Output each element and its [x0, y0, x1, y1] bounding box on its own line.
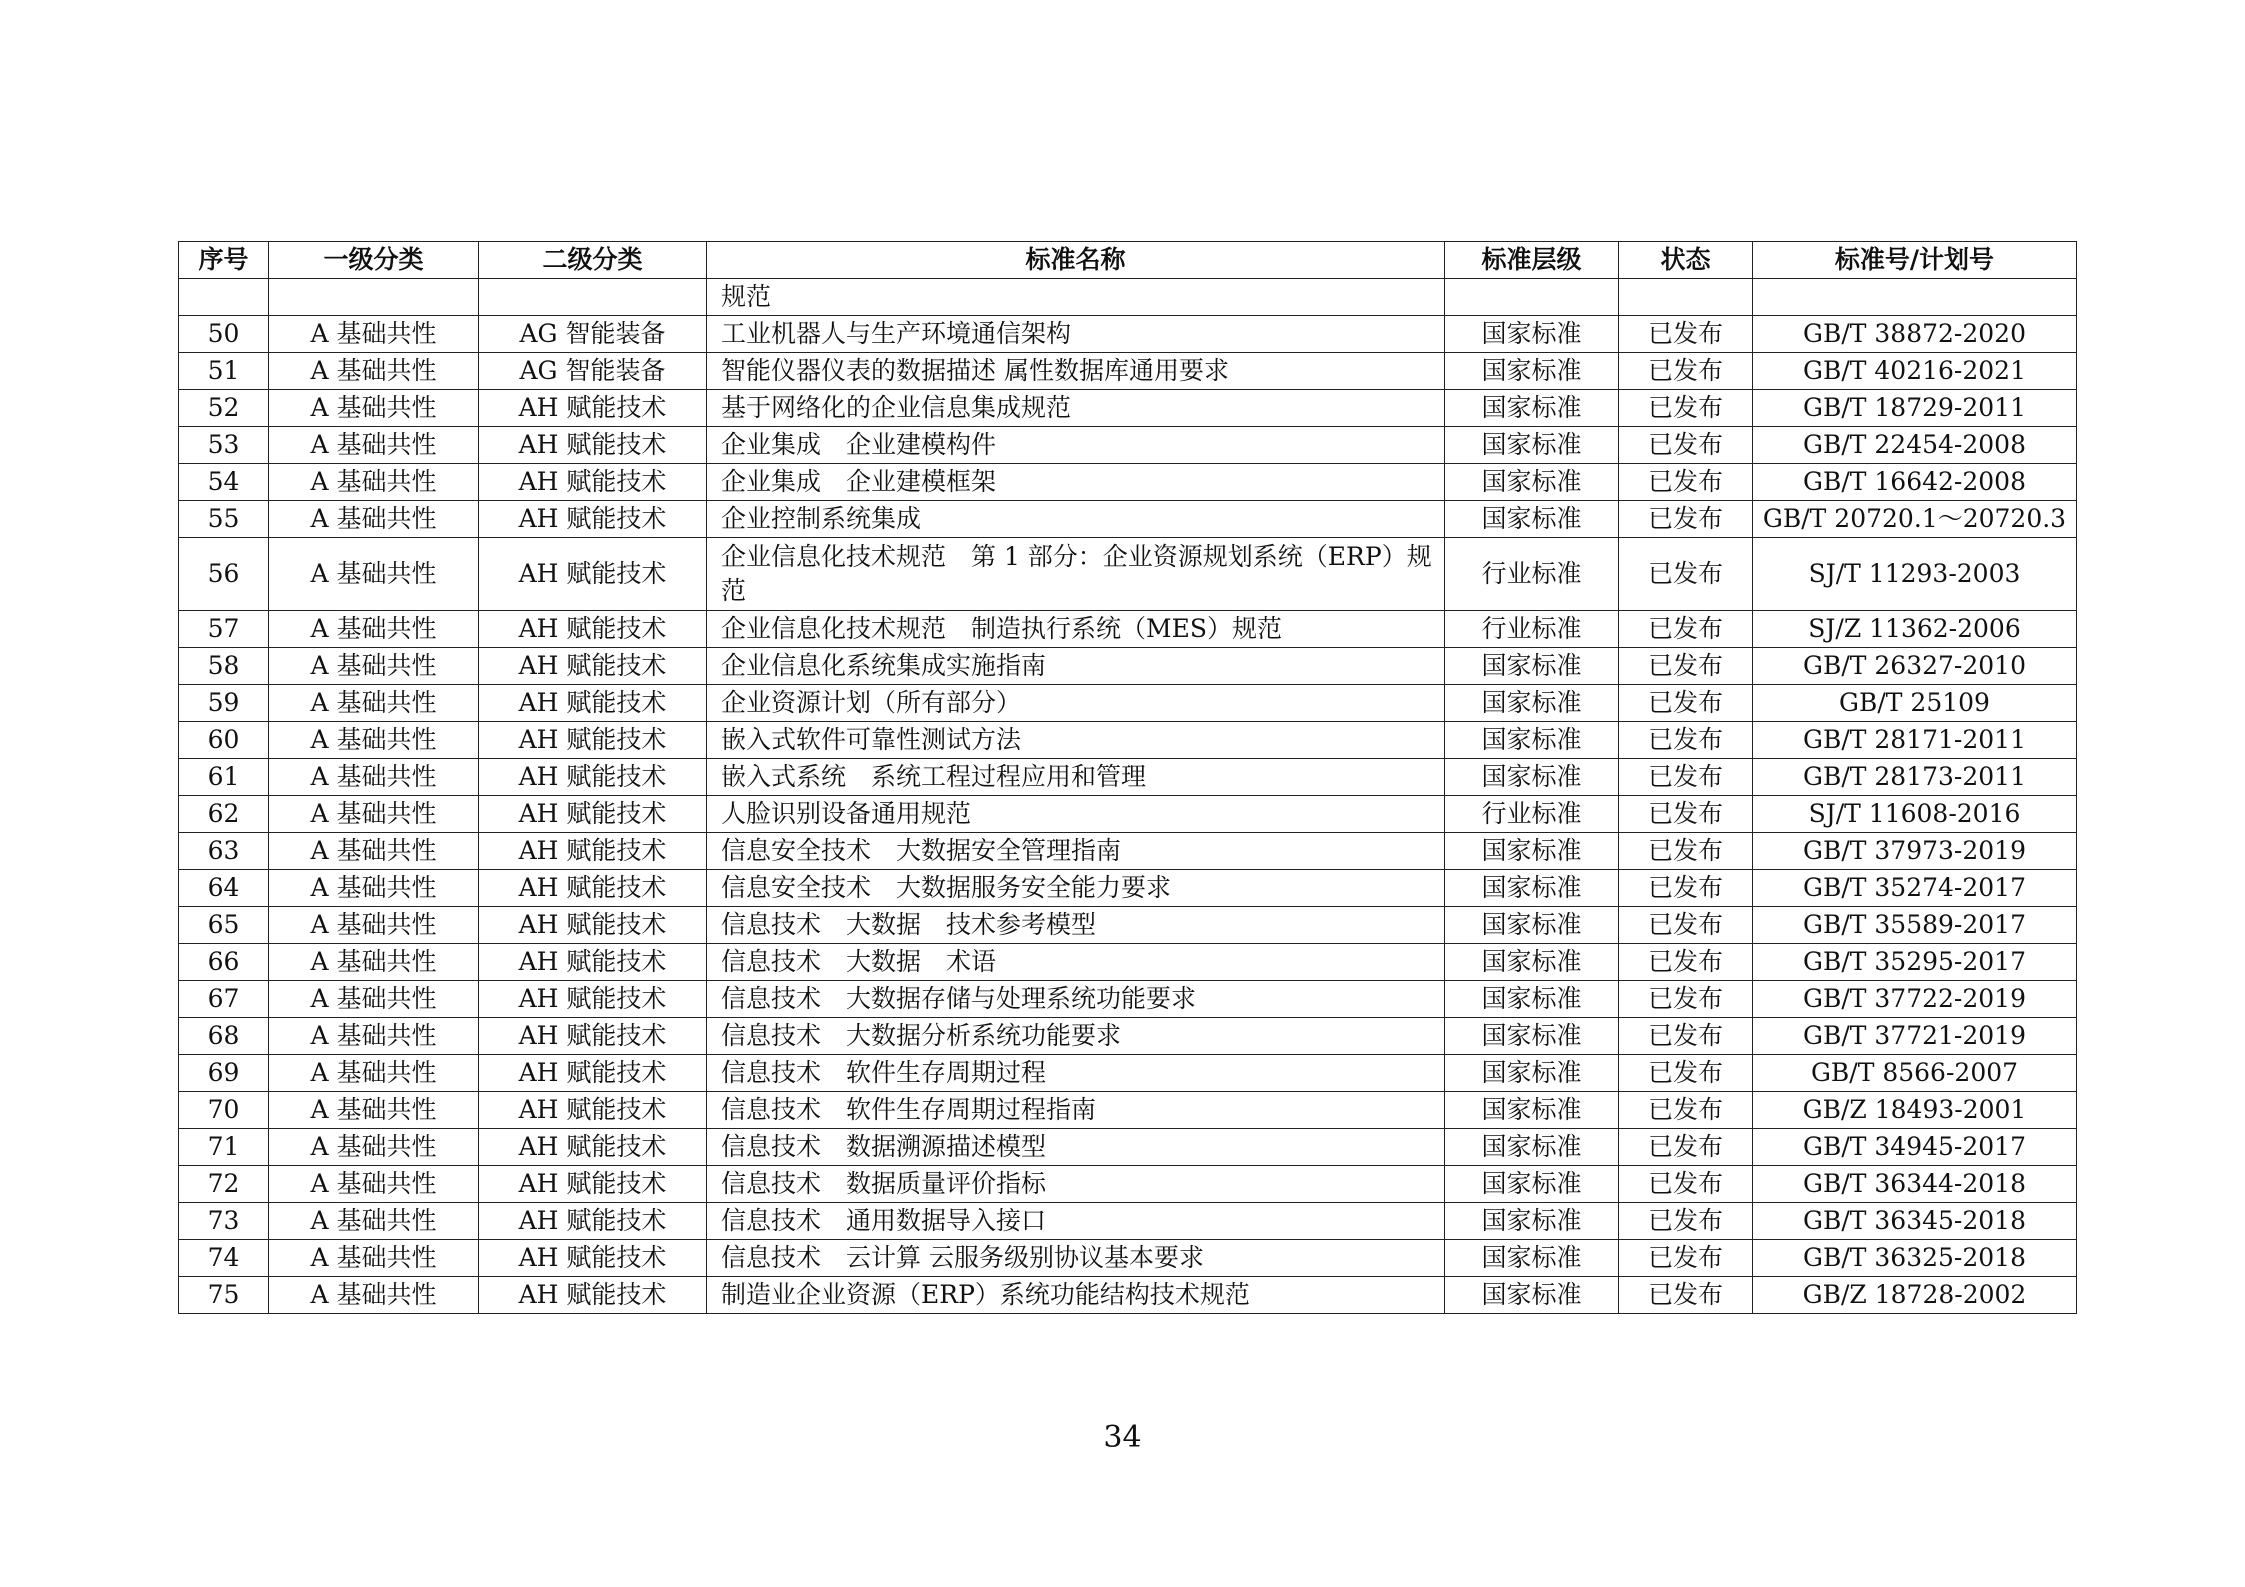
cell-code: SJ/T 11608-2016 — [1753, 796, 2077, 833]
cell-no: 65 — [179, 907, 269, 944]
cell-no — [179, 279, 269, 316]
cell-level: 行业标准 — [1445, 538, 1619, 611]
cell-level: 行业标准 — [1445, 611, 1619, 648]
cell-name: 制造业企业资源（ERP）系统功能结构技术规范 — [707, 1277, 1445, 1314]
cell-level: 国家标准 — [1445, 316, 1619, 353]
cell-level: 国家标准 — [1445, 648, 1619, 685]
table-row — [179, 796, 2077, 833]
cell-name: 企业控制系统集成 — [707, 501, 1445, 538]
cell-status: 已发布 — [1619, 353, 1753, 390]
cell-level: 国家标准 — [1445, 722, 1619, 759]
cell-status: 已发布 — [1619, 1092, 1753, 1129]
cell-cat1: A 基础共性 — [269, 464, 479, 501]
cell-status — [1619, 279, 1753, 316]
cell-no: 62 — [179, 796, 269, 833]
cell-cat2: AH 赋能技术 — [479, 833, 707, 870]
cell-cat1: A 基础共性 — [269, 1277, 479, 1314]
cell-no: 71 — [179, 1129, 269, 1166]
cell-cat1: A 基础共性 — [269, 833, 479, 870]
cell-level: 国家标准 — [1445, 427, 1619, 464]
cell-level: 国家标准 — [1445, 464, 1619, 501]
cell-status: 已发布 — [1619, 648, 1753, 685]
table-row — [179, 501, 2077, 538]
cell-no: 52 — [179, 390, 269, 427]
cell-no: 63 — [179, 833, 269, 870]
cell-cat2: AH 赋能技术 — [479, 538, 707, 611]
table-row — [179, 279, 2077, 316]
cell-status: 已发布 — [1619, 722, 1753, 759]
cell-cat1: A 基础共性 — [269, 1092, 479, 1129]
cell-code: GB/T 37722-2019 — [1753, 981, 2077, 1018]
cell-cat2: AH 赋能技术 — [479, 1166, 707, 1203]
cell-name: 信息技术 大数据分析系统功能要求 — [707, 1018, 1445, 1055]
cell-name: 规范 — [707, 279, 1445, 316]
cell-status: 已发布 — [1619, 1166, 1753, 1203]
cell-no: 74 — [179, 1240, 269, 1277]
cell-cat2: AH 赋能技术 — [479, 1203, 707, 1240]
cell-cat1: A 基础共性 — [269, 538, 479, 611]
cell-no: 66 — [179, 944, 269, 981]
cell-code: GB/Z 18728-2002 — [1753, 1277, 2077, 1314]
cell-cat1: A 基础共性 — [269, 1166, 479, 1203]
cell-code: GB/T 40216-2021 — [1753, 353, 2077, 390]
cell-level: 国家标准 — [1445, 353, 1619, 390]
cell-cat2 — [479, 279, 707, 316]
cell-code: GB/T 28173-2011 — [1753, 759, 2077, 796]
cell-level: 国家标准 — [1445, 981, 1619, 1018]
cell-status: 已发布 — [1619, 796, 1753, 833]
cell-status: 已发布 — [1619, 870, 1753, 907]
cell-no: 69 — [179, 1055, 269, 1092]
cell-no: 70 — [179, 1092, 269, 1129]
cell-cat1: A 基础共性 — [269, 1055, 479, 1092]
table-row — [179, 427, 2077, 464]
cell-name: 基于网络化的企业信息集成规范 — [707, 390, 1445, 427]
cell-cat2: AH 赋能技术 — [479, 501, 707, 538]
table-row — [179, 390, 2077, 427]
cell-name: 信息技术 大数据 技术参考模型 — [707, 907, 1445, 944]
cell-cat1 — [269, 279, 479, 316]
cell-level: 行业标准 — [1445, 796, 1619, 833]
table-row — [179, 685, 2077, 722]
cell-name: 嵌入式系统 系统工程过程应用和管理 — [707, 759, 1445, 796]
cell-level: 国家标准 — [1445, 833, 1619, 870]
cell-level: 国家标准 — [1445, 1277, 1619, 1314]
cell-status: 已发布 — [1619, 1203, 1753, 1240]
cell-name: 智能仪器仪表的数据描述 属性数据库通用要求 — [707, 353, 1445, 390]
cell-name: 企业集成 企业建模框架 — [707, 464, 1445, 501]
cell-name: 企业资源计划（所有部分） — [707, 685, 1445, 722]
cell-cat2: AH 赋能技术 — [479, 722, 707, 759]
cell-level: 国家标准 — [1445, 944, 1619, 981]
cell-code: GB/T 37721-2019 — [1753, 1018, 2077, 1055]
cell-no: 60 — [179, 722, 269, 759]
header-code: 标准号/计划号 — [1753, 242, 2077, 279]
cell-cat2: AH 赋能技术 — [479, 611, 707, 648]
cell-code: GB/T 34945-2017 — [1753, 1129, 2077, 1166]
cell-cat2: AG 智能装备 — [479, 316, 707, 353]
cell-cat2: AH 赋能技术 — [479, 1129, 707, 1166]
table-row — [179, 538, 2077, 611]
cell-no: 68 — [179, 1018, 269, 1055]
cell-name: 工业机器人与生产环境通信架构 — [707, 316, 1445, 353]
cell-name: 信息技术 数据溯源描述模型 — [707, 1129, 1445, 1166]
header-no: 序号 — [179, 242, 269, 279]
cell-level: 国家标准 — [1445, 1203, 1619, 1240]
cell-cat2: AH 赋能技术 — [479, 1092, 707, 1129]
cell-code: GB/T 20720.1～20720.3 — [1753, 501, 2077, 538]
cell-cat1: A 基础共性 — [269, 1240, 479, 1277]
cell-name: 企业信息化技术规范 制造执行系统（MES）规范 — [707, 611, 1445, 648]
header-level: 标准层级 — [1445, 242, 1619, 279]
cell-status: 已发布 — [1619, 611, 1753, 648]
table-row — [179, 759, 2077, 796]
cell-name: 嵌入式软件可靠性测试方法 — [707, 722, 1445, 759]
cell-no: 54 — [179, 464, 269, 501]
cell-cat1: A 基础共性 — [269, 611, 479, 648]
cell-code: GB/T 35295-2017 — [1753, 944, 2077, 981]
cell-cat1: A 基础共性 — [269, 1018, 479, 1055]
cell-code: GB/Z 18493-2001 — [1753, 1092, 2077, 1129]
cell-cat1: A 基础共性 — [269, 759, 479, 796]
cell-no: 73 — [179, 1203, 269, 1240]
cell-name: 企业集成 企业建模构件 — [707, 427, 1445, 464]
cell-status: 已发布 — [1619, 1018, 1753, 1055]
cell-status: 已发布 — [1619, 944, 1753, 981]
cell-status: 已发布 — [1619, 538, 1753, 611]
cell-name: 信息技术 通用数据导入接口 — [707, 1203, 1445, 1240]
header-name: 标准名称 — [707, 242, 1445, 279]
cell-status: 已发布 — [1619, 1240, 1753, 1277]
cell-level: 国家标准 — [1445, 1092, 1619, 1129]
cell-name: 人脸识别设备通用规范 — [707, 796, 1445, 833]
cell-cat1: A 基础共性 — [269, 501, 479, 538]
table-row — [179, 1129, 2077, 1166]
cell-cat1: A 基础共性 — [269, 316, 479, 353]
cell-cat2: AH 赋能技术 — [479, 390, 707, 427]
cell-cat1: A 基础共性 — [269, 722, 479, 759]
cell-cat2: AH 赋能技术 — [479, 1018, 707, 1055]
cell-cat2: AH 赋能技术 — [479, 1277, 707, 1314]
cell-code: GB/T 36325-2018 — [1753, 1240, 2077, 1277]
cell-level: 国家标准 — [1445, 870, 1619, 907]
cell-code — [1753, 279, 2077, 316]
cell-name: 信息技术 软件生存周期过程 — [707, 1055, 1445, 1092]
cell-level — [1445, 279, 1619, 316]
table-row — [179, 1092, 2077, 1129]
table-header-row — [179, 242, 2077, 279]
page-number: 34 — [1103, 1420, 1142, 1455]
cell-status: 已发布 — [1619, 981, 1753, 1018]
cell-status: 已发布 — [1619, 390, 1753, 427]
cell-status: 已发布 — [1619, 501, 1753, 538]
cell-code: GB/T 28171-2011 — [1753, 722, 2077, 759]
cell-level: 国家标准 — [1445, 1166, 1619, 1203]
table-row — [179, 981, 2077, 1018]
cell-code: GB/T 38872-2020 — [1753, 316, 2077, 353]
cell-code: GB/T 35589-2017 — [1753, 907, 2077, 944]
cell-cat1: A 基础共性 — [269, 390, 479, 427]
cell-code: GB/T 36345-2018 — [1753, 1203, 2077, 1240]
cell-name: 信息技术 软件生存周期过程指南 — [707, 1092, 1445, 1129]
cell-cat2: AH 赋能技术 — [479, 907, 707, 944]
cell-level: 国家标准 — [1445, 1240, 1619, 1277]
cell-cat1: A 基础共性 — [269, 1129, 479, 1166]
header-cat2: 二级分类 — [479, 242, 707, 279]
cell-cat2: AH 赋能技术 — [479, 944, 707, 981]
cell-name: 企业信息化系统集成实施指南 — [707, 648, 1445, 685]
cell-cat2: AH 赋能技术 — [479, 685, 707, 722]
cell-name: 信息安全技术 大数据服务安全能力要求 — [707, 870, 1445, 907]
cell-no: 57 — [179, 611, 269, 648]
cell-cat2: AH 赋能技术 — [479, 759, 707, 796]
cell-cat2: AH 赋能技术 — [479, 870, 707, 907]
cell-cat2: AG 智能装备 — [479, 353, 707, 390]
cell-cat1: A 基础共性 — [269, 870, 479, 907]
cell-code: SJ/T 11293-2003 — [1753, 538, 2077, 611]
cell-name: 信息技术 大数据 术语 — [707, 944, 1445, 981]
cell-code: GB/T 8566-2007 — [1753, 1055, 2077, 1092]
cell-cat1: A 基础共性 — [269, 981, 479, 1018]
cell-cat2: AH 赋能技术 — [479, 796, 707, 833]
cell-level: 国家标准 — [1445, 501, 1619, 538]
cell-cat2: AH 赋能技术 — [479, 427, 707, 464]
cell-status: 已发布 — [1619, 833, 1753, 870]
cell-level: 国家标准 — [1445, 685, 1619, 722]
cell-cat2: AH 赋能技术 — [479, 464, 707, 501]
cell-no: 64 — [179, 870, 269, 907]
cell-name: 信息技术 数据质量评价指标 — [707, 1166, 1445, 1203]
cell-code: GB/T 18729-2011 — [1753, 390, 2077, 427]
header-cat1: 一级分类 — [269, 242, 479, 279]
cell-no: 55 — [179, 501, 269, 538]
cell-cat2: AH 赋能技术 — [479, 981, 707, 1018]
cell-level: 国家标准 — [1445, 907, 1619, 944]
table-row — [179, 944, 2077, 981]
cell-no: 61 — [179, 759, 269, 796]
cell-no: 58 — [179, 648, 269, 685]
cell-status: 已发布 — [1619, 316, 1753, 353]
cell-level: 国家标准 — [1445, 1018, 1619, 1055]
cell-code: GB/T 25109 — [1753, 685, 2077, 722]
header-status: 状态 — [1619, 242, 1753, 279]
cell-cat2: AH 赋能技术 — [479, 648, 707, 685]
cell-status: 已发布 — [1619, 427, 1753, 464]
table-row — [179, 1055, 2077, 1092]
cell-cat1: A 基础共性 — [269, 648, 479, 685]
cell-name: 信息安全技术 大数据安全管理指南 — [707, 833, 1445, 870]
cell-no: 67 — [179, 981, 269, 1018]
table-row — [179, 1166, 2077, 1203]
table-body — [179, 279, 2077, 1314]
cell-code: GB/T 35274-2017 — [1753, 870, 2077, 907]
cell-no: 72 — [179, 1166, 269, 1203]
table-row — [179, 1203, 2077, 1240]
cell-no: 56 — [179, 538, 269, 611]
cell-code: GB/T 36344-2018 — [1753, 1166, 2077, 1203]
table-row — [179, 1018, 2077, 1055]
cell-name: 信息技术 云计算 云服务级别协议基本要求 — [707, 1240, 1445, 1277]
table-row — [179, 833, 2077, 870]
cell-level: 国家标准 — [1445, 390, 1619, 427]
table-row — [179, 870, 2077, 907]
cell-cat1: A 基础共性 — [269, 907, 479, 944]
cell-code: GB/T 37973-2019 — [1753, 833, 2077, 870]
cell-status: 已发布 — [1619, 1277, 1753, 1314]
cell-no: 75 — [179, 1277, 269, 1314]
standards-table — [178, 241, 2077, 1314]
table-row — [179, 464, 2077, 501]
table-row — [179, 907, 2077, 944]
cell-level: 国家标准 — [1445, 759, 1619, 796]
table-row — [179, 316, 2077, 353]
cell-no: 53 — [179, 427, 269, 464]
cell-status: 已发布 — [1619, 1129, 1753, 1166]
table-row — [179, 1240, 2077, 1277]
cell-no: 59 — [179, 685, 269, 722]
cell-no: 51 — [179, 353, 269, 390]
cell-code: SJ/Z 11362-2006 — [1753, 611, 2077, 648]
cell-cat1: A 基础共性 — [269, 796, 479, 833]
cell-name: 信息技术 大数据存储与处理系统功能要求 — [707, 981, 1445, 1018]
cell-status: 已发布 — [1619, 907, 1753, 944]
cell-status: 已发布 — [1619, 685, 1753, 722]
cell-cat1: A 基础共性 — [269, 1203, 479, 1240]
table-row — [179, 611, 2077, 648]
cell-status: 已发布 — [1619, 759, 1753, 796]
cell-status: 已发布 — [1619, 464, 1753, 501]
cell-status: 已发布 — [1619, 1055, 1753, 1092]
cell-cat1: A 基础共性 — [269, 944, 479, 981]
table-row — [179, 353, 2077, 390]
cell-cat2: AH 赋能技术 — [479, 1240, 707, 1277]
cell-level: 国家标准 — [1445, 1055, 1619, 1092]
cell-name: 企业信息化技术规范 第 1 部分：企业资源规划系统（ERP）规范 — [707, 538, 1445, 611]
cell-no: 50 — [179, 316, 269, 353]
table-row — [179, 722, 2077, 759]
cell-cat1: A 基础共性 — [269, 685, 479, 722]
cell-level: 国家标准 — [1445, 1129, 1619, 1166]
cell-cat2: AH 赋能技术 — [479, 1055, 707, 1092]
cell-cat1: A 基础共性 — [269, 353, 479, 390]
cell-code: GB/T 16642-2008 — [1753, 464, 2077, 501]
cell-code: GB/T 22454-2008 — [1753, 427, 2077, 464]
cell-code: GB/T 26327-2010 — [1753, 648, 2077, 685]
table-row — [179, 648, 2077, 685]
cell-cat1: A 基础共性 — [269, 427, 479, 464]
table-row — [179, 1277, 2077, 1314]
